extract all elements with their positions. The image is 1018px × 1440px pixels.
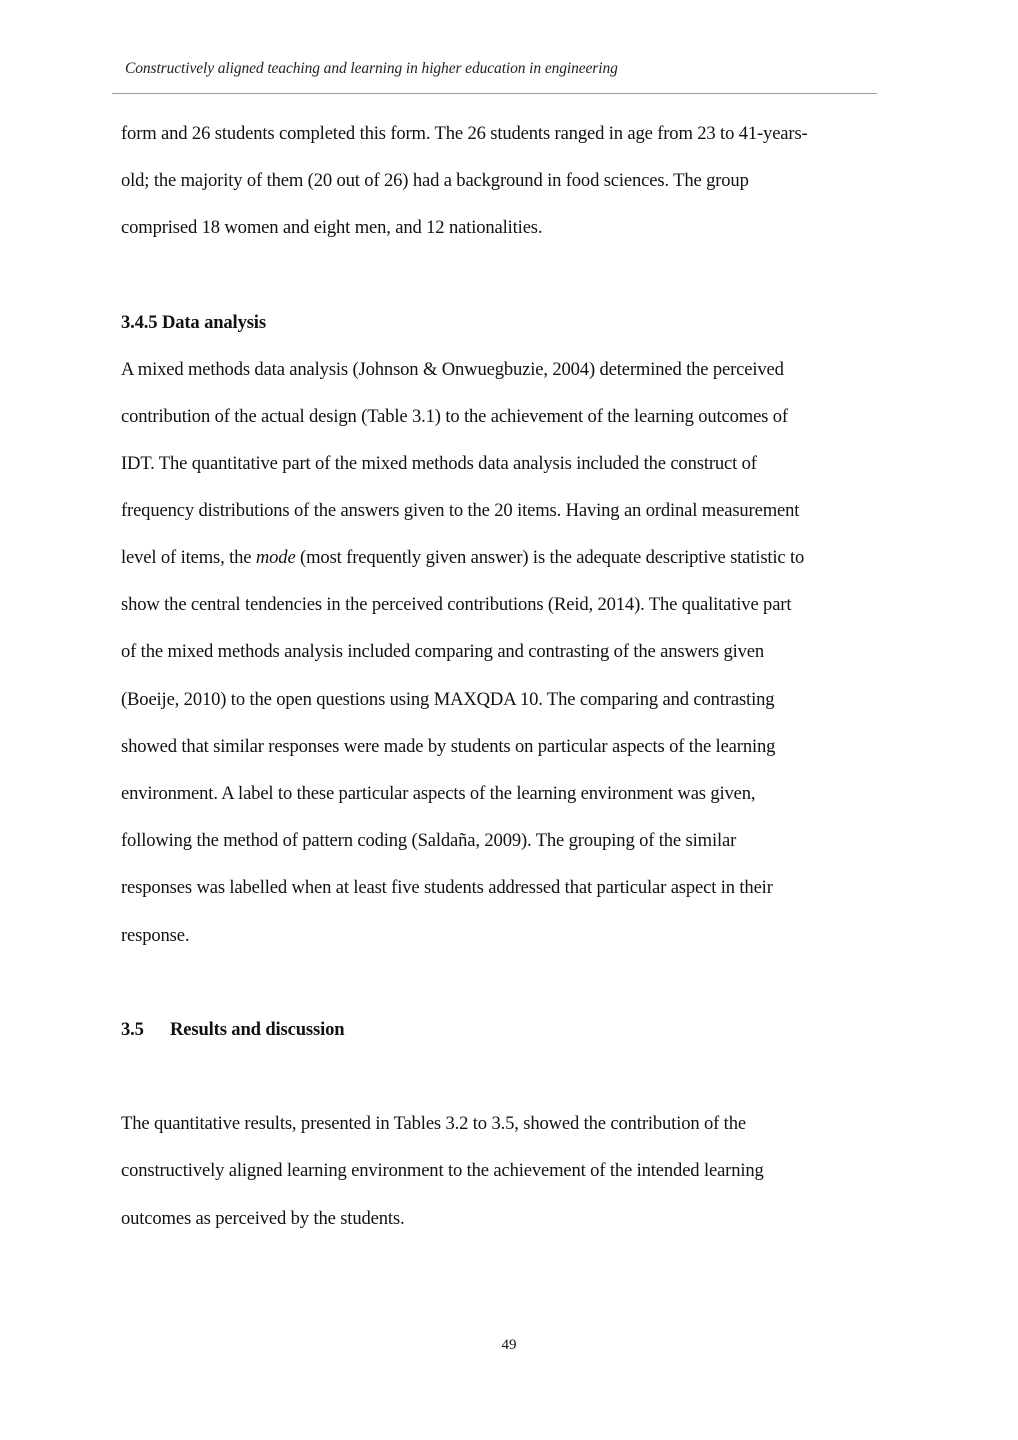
text-line: frequency distributions of the answers given to the 20 items. Having an ordinal measurement xyxy=(121,500,800,521)
text-line: The quantitative results, presented in Tables 3.2 to 3.5, showed the contribution of the xyxy=(121,1113,746,1134)
text-run: (most frequently given answer) is the adequate descriptive statistic to xyxy=(295,547,805,568)
text-line: A mixed methods data analysis (Johnson & Onwuegbuzie, 2004) determined the perceived xyxy=(121,359,784,380)
text-line: form and 26 students completed this form. The 26 students ranged in age from 23 to 41-years- xyxy=(121,123,808,144)
text-line: contribution of the actual design (Table 3.1) to the achievement of the learning outcomes of xyxy=(121,406,788,427)
text-run: level of items, the xyxy=(121,547,256,568)
section-number: 3.4.5 xyxy=(121,312,158,333)
section-number: 3.5 xyxy=(121,1019,144,1040)
text-line: outcomes as perceived by the students. xyxy=(121,1208,405,1229)
text-line: response. xyxy=(121,925,190,946)
text-line: IDT. The quantitative part of the mixed methods data analysis included the construct of xyxy=(121,453,757,474)
text-line: showed that similar responses were made by students on particular aspects of the learning xyxy=(121,736,776,757)
text-line: following the method of pattern coding (Saldaña, 2009). The grouping of the similar xyxy=(121,830,737,851)
text-line: responses was labelled when at least five students addressed that particular aspect in their xyxy=(121,877,773,898)
text-line: constructively aligned learning environment to the achievement of the intended learning xyxy=(121,1160,764,1181)
header-rule xyxy=(112,93,877,94)
section-heading-results xyxy=(121,1019,344,1041)
section-title: Data analysis xyxy=(161,312,266,333)
text-line: environment. A label to these particular aspects of the learning environment was given, xyxy=(121,783,756,804)
running-header: Constructively aligned teaching and learning in higher education in engineering xyxy=(125,60,618,77)
italic-term-mode: mode xyxy=(255,547,296,568)
text-line xyxy=(121,547,804,569)
text-line: show the central tendencies in the perceived contributions (Reid, 2014). The qualitative part xyxy=(121,594,792,615)
section-title: Results and discussion xyxy=(170,1019,345,1040)
text-line: (Boeije, 2010) to the open questions using MAXQDA 10. The comparing and contrasting xyxy=(121,689,775,710)
text-line: comprised 18 women and eight men, and 12 nationalities. xyxy=(121,217,543,238)
section-heading-data-analysis xyxy=(121,312,266,334)
text-line: old; the majority of them (20 out of 26) had a background in food sciences. The group xyxy=(121,170,749,191)
text-line: of the mixed methods analysis included comparing and contrasting of the answers given xyxy=(121,641,765,662)
page-number: 49 xyxy=(501,1337,517,1353)
